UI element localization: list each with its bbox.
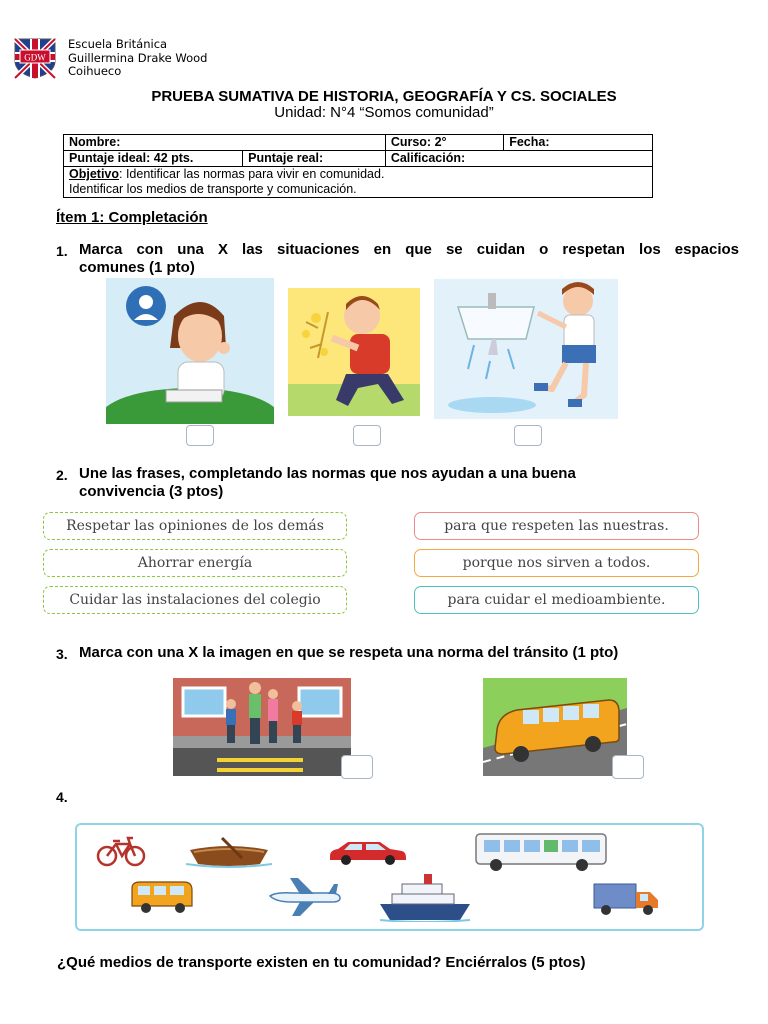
school-bus-icon[interactable] xyxy=(130,880,194,916)
school-name xyxy=(68,38,207,79)
curso-field[interactable]: Curso: 2° xyxy=(385,135,503,151)
family-crosswalk-illustration xyxy=(173,678,351,776)
q2-text: Une las frases, completando las normas que nos ayudan a una buena xyxy=(79,465,576,482)
match-right-3[interactable]: para cuidar el medioambiente. xyxy=(414,586,699,614)
student-info-table xyxy=(63,134,653,198)
nombre-field[interactable]: Nombre: xyxy=(64,135,386,151)
school-line: Coihueco xyxy=(68,64,122,78)
q4-question: ¿Qué medios de transporte existen en tu comunidad? Enciérralos (5 ptos) xyxy=(57,954,586,971)
ship-icon[interactable] xyxy=(380,874,470,922)
girl-reading-illustration xyxy=(106,278,274,424)
item1-heading: Ítem 1: Completación xyxy=(56,209,208,226)
airplane-icon[interactable] xyxy=(266,874,342,918)
boy-running-sink-illustration xyxy=(434,279,618,419)
q1-checkbox-2[interactable] xyxy=(353,425,381,446)
fecha-field[interactable]: Fecha: xyxy=(504,135,653,151)
q1-checkbox-3[interactable] xyxy=(514,425,542,446)
school-line: Guillermina Drake Wood xyxy=(68,50,208,65)
calificacion-field[interactable]: Calificación: xyxy=(385,151,652,167)
school-line: Escuela Británica xyxy=(68,37,168,51)
match-right-1[interactable]: para que respeten las nuestras. xyxy=(414,512,699,540)
boy-picking-flower-illustration xyxy=(288,288,420,416)
objetivo-text: : Identificar las normas para vivir en comunidad. xyxy=(119,167,385,181)
match-left-3[interactable]: Cuidar las instalaciones del colegio xyxy=(43,586,347,614)
bus-crossing-illustration xyxy=(483,678,627,776)
unit-subtitle: Unidad: N°4 “Somos comunidad” xyxy=(274,104,494,121)
q3-number: 3. xyxy=(56,646,68,662)
car-icon[interactable] xyxy=(326,838,408,866)
objetivo-label: Objetivo xyxy=(69,167,120,181)
match-left-1[interactable]: Respetar las opiniones de los demás xyxy=(43,512,347,540)
q3-text: Marca con una X la imagen en que se respeta una norma del tránsito (1 pto) xyxy=(79,644,619,661)
test-title: PRUEBA SUMATIVA DE HISTORIA, GEOGRAFÍA Y CS. SOCIALES xyxy=(151,88,617,105)
q3-checkbox-2[interactable] xyxy=(612,755,644,779)
match-left-2[interactable]: Ahorrar energía xyxy=(43,549,347,577)
puntaje-ideal-field: Puntaje ideal: 42 pts. xyxy=(64,151,243,167)
school-logo xyxy=(12,37,58,79)
match-right-2[interactable]: porque nos sirven a todos. xyxy=(414,549,699,577)
q2-number: 2. xyxy=(56,467,68,483)
svg-text:GDW: GDW xyxy=(24,52,46,63)
q1-checkbox-1[interactable] xyxy=(186,425,214,446)
truck-icon[interactable] xyxy=(592,882,660,916)
q3-checkbox-1[interactable] xyxy=(341,755,373,779)
objetivo-text-2: Identificar los medios de transporte y comunicación. xyxy=(69,182,357,196)
q1-number: 1. xyxy=(56,243,68,259)
puntaje-real-field[interactable]: Puntaje real: xyxy=(243,151,386,167)
q1-text-2: comunes (1 pto) xyxy=(79,259,195,276)
bicycle-icon[interactable] xyxy=(96,836,146,868)
bus-icon[interactable] xyxy=(474,832,608,872)
q2-text-2: convivencia (3 ptos) xyxy=(79,483,224,500)
q1-text: Marca con una X las situaciones en que se cuidan o respetan los espacios xyxy=(79,241,739,258)
objetivo-cell xyxy=(64,167,653,198)
rowboat-icon[interactable] xyxy=(186,834,272,868)
q4-number: 4. xyxy=(56,789,68,805)
